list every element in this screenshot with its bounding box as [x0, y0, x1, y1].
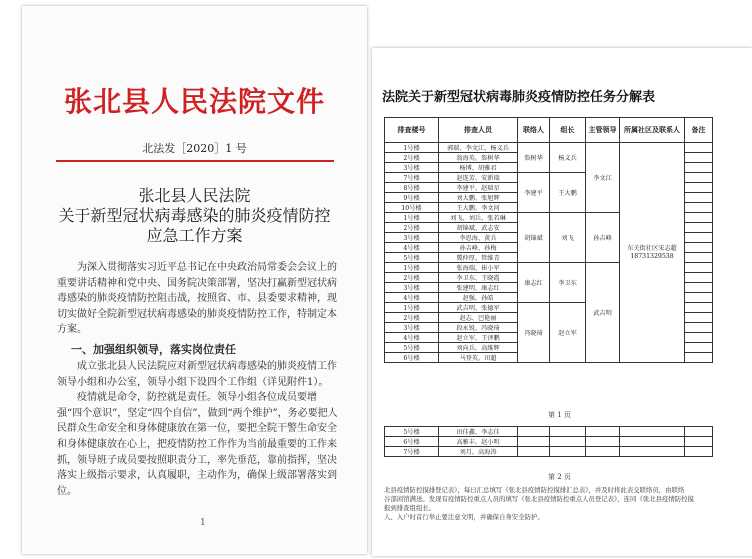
empty-cell [550, 447, 586, 457]
table-row [385, 447, 713, 457]
red-divider [56, 160, 334, 162]
staff-cell: 马登英、田超 [439, 353, 518, 363]
note-cell [685, 333, 713, 343]
table-row [385, 427, 713, 437]
task-table-continued [384, 426, 713, 457]
leader-cell: 刘飞 [550, 213, 586, 263]
title-line: 关于新型冠状病毒感染的肺炎疫情防控 [58, 206, 331, 225]
staff-cell: 武吉明、张德军 [439, 303, 518, 313]
empty-cell [620, 437, 685, 447]
building-cell: 5号楼 [385, 253, 439, 263]
note-cell [685, 283, 713, 293]
building-cell: 1号楼 [385, 213, 439, 223]
section-heading: 一、加强组织领导，落实岗位责任 [71, 342, 236, 356]
contact-cell: 詹树华 [518, 143, 550, 173]
building-cell: 3号楼 [385, 163, 439, 173]
note-cell [685, 253, 713, 263]
paragraph: 疫情就是命令，防控就是责任。领导小组各位成员要增强“四个意识”，坚定“四个自信”，做到“两个维护”，务必要把人民群众生命安全和身体健康放在第一位，要把全院干警生命安全和身体健康放在心上，把疫情防控工作作为当前最重要的工作来抓，领导班子成员要按照职责分工，率先垂范，靠前指挥，坚决落实上级指示要求，认真履职，主动作为，确保上级部署落实到位。 [57, 392, 338, 497]
building-cell: 3号楼 [385, 283, 439, 293]
document-page-right [372, 48, 752, 556]
staff-cell: 刘月、高海涛 [439, 447, 518, 457]
community-text: 东关街社区宋志超18731329538 [627, 244, 677, 260]
building-cell: 2号楼 [385, 223, 439, 233]
empty-cell [685, 427, 713, 437]
staff-cell: 冀仲厚、管维青 [439, 253, 518, 263]
staff-cell: 赵连芳、安新瑞 [439, 173, 518, 183]
leader-cell: 杨义兵 [550, 143, 586, 173]
staff-cell: 李思海、黄兵 [439, 233, 518, 243]
page-mark: 1 [200, 518, 206, 528]
empty-cell [586, 447, 620, 457]
column-header: 主管领导 [586, 118, 620, 143]
note-cell [685, 193, 713, 203]
note-cell [685, 163, 713, 173]
building-cell: 8号楼 [385, 183, 439, 193]
empty-cell [586, 437, 620, 447]
empty-cell [685, 447, 713, 457]
column-header: 排查人员 [439, 118, 518, 143]
document-page-left [22, 6, 367, 554]
building-cell: 3号楼 [385, 233, 439, 243]
paragraph: 成立张北县人民法院应对新型冠状病毒感染的肺炎疫情工作领导小组和办公室，领导小组下设四个工作组（详见附件1）。 [57, 360, 337, 388]
staff-cell: 刘飞、刘兵、张若琳 [439, 213, 518, 223]
page-number: 第 2 页 [548, 473, 571, 481]
building-cell: 4号楼 [385, 243, 439, 253]
contact-cell: 李建平 [518, 173, 550, 213]
empty-cell [518, 427, 550, 437]
community-cell [620, 143, 685, 363]
note-cell [685, 343, 713, 353]
note-cell [685, 353, 713, 363]
staff-cell: 郭瑞、李文江、杨义兵 [439, 143, 518, 153]
staff-cell: 孙吉峰、孙梅 [439, 243, 518, 253]
staff-cell: 刘大鹏、张旭辉 [439, 193, 518, 203]
note-cell [685, 143, 713, 153]
supervisor-cell: 李文江 [586, 143, 620, 213]
staff-cell: 赵志、巴艳丽 [439, 313, 518, 323]
note-cell [685, 183, 713, 193]
empty-cell [685, 437, 713, 447]
empty-cell [518, 447, 550, 457]
note-cell [685, 303, 713, 313]
empty-cell [550, 437, 586, 447]
note-cell [685, 233, 713, 243]
paragraph: 为深入贯彻落实习近平总书记在中央政治局常委会会议上的重要讲话精神和党中央、国务院决策部署，坚决打赢新型冠状病毒感染的肺炎疫情防控阻击战，按照省、市、县委要求精神，现切实做好全院新型冠状病毒感染的肺炎疫情防控工作，特制定本方案。 [57, 262, 337, 336]
title-line: 张北县人民法院 [138, 186, 251, 205]
note-cell [685, 173, 713, 183]
title-line: 应急工作方案 [146, 226, 243, 245]
document-body [57, 260, 340, 499]
note-cell [685, 263, 713, 273]
note-cell [685, 323, 713, 333]
column-header: 所属社区及联系人 [620, 118, 685, 143]
note-cell [685, 213, 713, 223]
document-title [22, 186, 367, 246]
staff-cell: 王大鹏、李文河 [439, 203, 518, 213]
staff-cell: 田佳鑫、李志佳 [439, 427, 518, 437]
building-cell: 6号楼 [385, 437, 439, 447]
leader-cell: 赵立军 [550, 303, 586, 363]
staff-cell: 张建明、康志红 [439, 283, 518, 293]
building-cell: 10号楼 [385, 203, 439, 213]
empty-cell [518, 437, 550, 447]
empty-cell [620, 447, 685, 457]
empty-cell [620, 427, 685, 437]
contact-cell: 胡锦斌 [518, 213, 550, 263]
building-cell: 2号楼 [385, 313, 439, 323]
column-header: 联络人 [518, 118, 550, 143]
document-number: 北法发［2020］1 号 [142, 142, 247, 155]
contact-cell: 冯晓琦 [518, 303, 550, 363]
column-header: 备注 [685, 118, 713, 143]
staff-cell: 段永锐、冯晓琦 [439, 323, 518, 333]
staff-cell: 赵立军、王泽鹏 [439, 333, 518, 343]
building-cell: 2号楼 [385, 153, 439, 163]
red-document-header: 张北县人民法院文件 [63, 85, 325, 118]
note-cell [685, 313, 713, 323]
column-header: 组长 [550, 118, 586, 143]
staff-cell: 高雅丰、赵小明 [439, 437, 518, 447]
task-table [384, 117, 713, 363]
footnote-line: 谷部闲馆满送。发现有疫情防控重点人员的填写《张北县疫情防控重点人员登记表》，连同《张北县疫情防控摸 [384, 495, 694, 503]
staff-cell: 赵强、孙皓 [439, 293, 518, 303]
empty-cell [550, 427, 586, 437]
supervisor-cell: 武吉明 [586, 263, 620, 363]
building-cell: 7号楼 [385, 173, 439, 183]
footnote-block [384, 486, 740, 522]
empty-cell [586, 427, 620, 437]
note-cell [685, 203, 713, 213]
table-row [385, 143, 713, 153]
staff-cell: 李卫东、王晓霞 [439, 273, 518, 283]
building-cell: 3号楼 [385, 323, 439, 333]
footnote-line: 北县疫情防控摸排登记表》，每日汇总填写《张北县疫情防控摸排汇总表》，并及时将此表交联络员，由联络 [384, 486, 685, 494]
note-cell [685, 153, 713, 163]
page-number: 第 1 页 [548, 411, 571, 419]
leader-cell: 王大鹏 [550, 173, 586, 213]
staff-cell: 翁海英、詹树华 [439, 153, 518, 163]
building-cell: 4号楼 [385, 333, 439, 343]
staff-cell: 李建平、赵瑞星 [439, 183, 518, 193]
note-cell [685, 243, 713, 253]
building-cell: 5号楼 [385, 343, 439, 353]
staff-cell: 杨博、胡雅君 [439, 163, 518, 173]
staff-cell: 张海瑞、崔小军 [439, 263, 518, 273]
supervisor-cell: 孙吉峰 [586, 213, 620, 263]
footnote-line: 报到排查组组长。 [384, 504, 436, 512]
note-cell [685, 273, 713, 283]
contact-cell: 康志红 [518, 263, 550, 303]
building-cell: 1号楼 [385, 263, 439, 273]
building-cell: 9号楼 [385, 193, 439, 203]
note-cell [685, 293, 713, 303]
building-cell: 7号楼 [385, 447, 439, 457]
footnote-line: 人、入户时首行举止要注意文明，并确保自身安全防护。 [384, 513, 544, 521]
table-title: 法院关于新型冠状病毒肺炎疫情防控任务分解表 [382, 90, 656, 105]
building-cell: 5号楼 [385, 427, 439, 437]
column-header: 排查楼号 [385, 118, 439, 143]
note-cell [685, 223, 713, 233]
staff-cell: 胡锦斌、武志安 [439, 223, 518, 233]
table-row [385, 437, 713, 447]
building-cell: 1号楼 [385, 303, 439, 313]
building-cell: 4号楼 [385, 293, 439, 303]
building-cell: 1号楼 [385, 143, 439, 153]
staff-cell: 刘向兵、高维辉 [439, 343, 518, 353]
leader-cell: 李卫东 [550, 263, 586, 303]
building-cell: 2号楼 [385, 273, 439, 283]
building-cell: 6号楼 [385, 353, 439, 363]
table-header-row [385, 118, 713, 143]
